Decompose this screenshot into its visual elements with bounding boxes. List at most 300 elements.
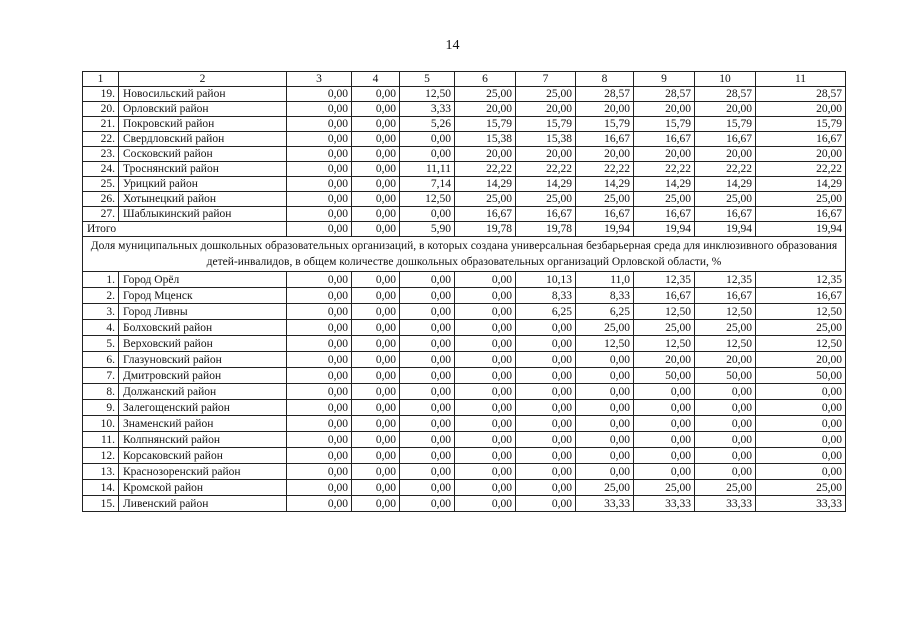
value-cell: 15,38 [455, 132, 516, 147]
value-cell: 0,00 [287, 272, 352, 288]
value-cell: 12,50 [756, 336, 846, 352]
value-cell: 0,00 [352, 192, 400, 207]
row-number: 4. [83, 320, 119, 336]
value-cell: 0,00 [576, 352, 634, 368]
value-cell: 14,29 [634, 177, 695, 192]
value-cell: 25,00 [576, 480, 634, 496]
value-cell: 33,33 [695, 496, 756, 512]
table-row [83, 480, 846, 496]
value-cell: 0,00 [352, 177, 400, 192]
header-cell: 4 [352, 72, 400, 87]
value-cell: 22,22 [634, 162, 695, 177]
value-cell: 12,35 [756, 272, 846, 288]
value-cell: 28,57 [756, 87, 846, 102]
value-cell: 5,90 [400, 222, 455, 237]
row-number: 9. [83, 400, 119, 416]
value-cell: 0,00 [352, 87, 400, 102]
value-cell: 20,00 [576, 147, 634, 162]
value-cell: 25,00 [756, 192, 846, 207]
value-cell: 0,00 [634, 448, 695, 464]
row-name: Урицкий район [119, 177, 287, 192]
value-cell: 16,67 [695, 207, 756, 222]
value-cell: 0,00 [352, 368, 400, 384]
value-cell: 19,94 [634, 222, 695, 237]
value-cell: 0,00 [352, 496, 400, 512]
value-cell: 15,79 [634, 117, 695, 132]
row-number: 11. [83, 432, 119, 448]
section-caption: Доля муниципальных дошкольных образовательных организаций, в которых создана универсальная безбарьерная среда для инклюзивного образования детей-инвалидов, в общем количестве дошкольных образовательных организаций Орловской области, % [83, 237, 846, 272]
value-cell: 15,79 [756, 117, 846, 132]
value-cell: 25,00 [634, 480, 695, 496]
value-cell: 8,33 [576, 288, 634, 304]
value-cell: 0,00 [516, 368, 576, 384]
value-cell: 0,00 [516, 400, 576, 416]
value-cell: 12,50 [695, 336, 756, 352]
value-cell: 11,11 [400, 162, 455, 177]
value-cell: 20,00 [576, 102, 634, 117]
row-number: 10. [83, 416, 119, 432]
value-cell: 0,00 [287, 288, 352, 304]
row-number: 25. [83, 177, 119, 192]
value-cell: 0,00 [400, 336, 455, 352]
value-cell: 15,79 [516, 117, 576, 132]
row-number: 7. [83, 368, 119, 384]
value-cell: 0,00 [287, 147, 352, 162]
value-cell: 0,00 [400, 320, 455, 336]
value-cell: 0,00 [400, 464, 455, 480]
value-cell: 19,94 [756, 222, 846, 237]
value-cell: 16,67 [756, 132, 846, 147]
value-cell: 0,00 [352, 320, 400, 336]
value-cell: 0,00 [352, 416, 400, 432]
value-cell: 0,00 [400, 352, 455, 368]
table-row [83, 162, 846, 177]
value-cell: 20,00 [695, 102, 756, 117]
header-cell: 8 [576, 72, 634, 87]
value-cell: 0,00 [455, 288, 516, 304]
value-cell: 0,00 [352, 464, 400, 480]
row-name: Болховский район [119, 320, 287, 336]
value-cell: 20,00 [455, 147, 516, 162]
value-cell: 0,00 [756, 416, 846, 432]
row-number: 15. [83, 496, 119, 512]
row-name: Краснозоренский район [119, 464, 287, 480]
table-row [83, 352, 846, 368]
row-number: 23. [83, 147, 119, 162]
value-cell: 20,00 [695, 352, 756, 368]
value-cell: 16,67 [695, 132, 756, 147]
value-cell: 0,00 [695, 416, 756, 432]
header-cell: 11 [756, 72, 846, 87]
value-cell: 0,00 [400, 400, 455, 416]
value-cell: 0,00 [287, 132, 352, 147]
value-cell: 20,00 [695, 147, 756, 162]
value-cell: 12,50 [695, 304, 756, 320]
row-number: 1. [83, 272, 119, 288]
row-name: Залегощенский район [119, 400, 287, 416]
row-name: Кромской район [119, 480, 287, 496]
header-cell: 7 [516, 72, 576, 87]
value-cell: 20,00 [634, 147, 695, 162]
value-cell: 0,00 [695, 432, 756, 448]
value-cell: 20,00 [516, 102, 576, 117]
value-cell: 0,00 [516, 448, 576, 464]
value-cell: 0,00 [756, 384, 846, 400]
table-row [83, 87, 846, 102]
value-cell: 0,00 [756, 432, 846, 448]
header-cell: 3 [287, 72, 352, 87]
table-row [83, 448, 846, 464]
value-cell: 0,00 [287, 384, 352, 400]
value-cell: 0,00 [576, 416, 634, 432]
table-row [83, 132, 846, 147]
value-cell: 0,00 [576, 432, 634, 448]
value-cell: 0,00 [634, 432, 695, 448]
value-cell: 22,22 [756, 162, 846, 177]
row-number: 19. [83, 87, 119, 102]
row-name: Сосковский район [119, 147, 287, 162]
value-cell: 0,00 [455, 320, 516, 336]
value-cell: 0,00 [756, 400, 846, 416]
value-cell: 0,00 [516, 336, 576, 352]
page-number: 14 [445, 38, 460, 53]
value-cell: 0,00 [287, 432, 352, 448]
value-cell: 16,67 [634, 132, 695, 147]
value-cell: 7,14 [400, 177, 455, 192]
table-row [83, 320, 846, 336]
value-cell: 5,26 [400, 117, 455, 132]
value-cell: 0,00 [287, 192, 352, 207]
value-cell: 0,00 [352, 102, 400, 117]
value-cell: 0,00 [352, 352, 400, 368]
value-cell: 16,67 [576, 207, 634, 222]
value-cell: 0,00 [516, 384, 576, 400]
value-cell: 0,00 [352, 272, 400, 288]
value-cell: 0,00 [576, 448, 634, 464]
value-cell: 0,00 [287, 162, 352, 177]
value-cell: 0,00 [400, 272, 455, 288]
value-cell: 0,00 [400, 448, 455, 464]
value-cell: 0,00 [352, 132, 400, 147]
value-cell: 0,00 [287, 416, 352, 432]
row-name: Покровский район [119, 117, 287, 132]
value-cell: 0,00 [516, 496, 576, 512]
value-cell: 25,00 [756, 320, 846, 336]
value-cell: 0,00 [400, 207, 455, 222]
value-cell: 22,22 [576, 162, 634, 177]
value-cell: 8,33 [516, 288, 576, 304]
value-cell: 12,50 [756, 304, 846, 320]
value-cell: 0,00 [352, 288, 400, 304]
value-cell: 12,50 [400, 192, 455, 207]
row-number: 27. [83, 207, 119, 222]
value-cell: 33,33 [756, 496, 846, 512]
value-cell: 14,29 [756, 177, 846, 192]
value-cell: 0,00 [455, 400, 516, 416]
value-cell: 0,00 [400, 384, 455, 400]
value-cell: 16,67 [455, 207, 516, 222]
value-cell: 25,00 [455, 87, 516, 102]
value-cell: 0,00 [400, 147, 455, 162]
value-cell: 20,00 [516, 147, 576, 162]
value-cell: 12,35 [695, 272, 756, 288]
value-cell: 0,00 [352, 400, 400, 416]
value-cell: 0,00 [576, 368, 634, 384]
value-cell: 0,00 [455, 416, 516, 432]
value-cell: 25,00 [576, 320, 634, 336]
value-cell: 0,00 [756, 464, 846, 480]
header-cell: 6 [455, 72, 516, 87]
value-cell: 6,25 [576, 304, 634, 320]
row-name: Троснянский район [119, 162, 287, 177]
value-cell: 22,22 [516, 162, 576, 177]
row-name: Верховский район [119, 336, 287, 352]
table-row [83, 192, 846, 207]
value-cell: 0,00 [400, 304, 455, 320]
value-cell: 0,00 [695, 400, 756, 416]
value-cell: 0,00 [516, 480, 576, 496]
value-cell: 16,67 [634, 207, 695, 222]
value-cell: 0,00 [455, 336, 516, 352]
value-cell: 0,00 [400, 496, 455, 512]
value-cell: 0,00 [352, 448, 400, 464]
value-cell: 0,00 [287, 368, 352, 384]
header-cell: 5 [400, 72, 455, 87]
value-cell: 25,00 [455, 192, 516, 207]
value-cell: 25,00 [516, 192, 576, 207]
value-cell: 0,00 [400, 416, 455, 432]
table-row [83, 304, 846, 320]
table-row [83, 102, 846, 117]
table-row [83, 384, 846, 400]
value-cell: 11,0 [576, 272, 634, 288]
value-cell: 25,00 [695, 320, 756, 336]
value-cell: 0,00 [455, 368, 516, 384]
value-cell: 0,00 [634, 400, 695, 416]
value-cell: 28,57 [695, 87, 756, 102]
row-name: Свердловский район [119, 132, 287, 147]
value-cell: 15,79 [576, 117, 634, 132]
value-cell: 0,00 [287, 102, 352, 117]
value-cell: 15,79 [695, 117, 756, 132]
row-name: Город Ливны [119, 304, 287, 320]
value-cell: 25,00 [695, 480, 756, 496]
table-row [83, 272, 846, 288]
value-cell: 0,00 [287, 400, 352, 416]
value-cell: 16,67 [576, 132, 634, 147]
value-cell: 19,78 [455, 222, 516, 237]
value-cell: 0,00 [455, 448, 516, 464]
value-cell: 50,00 [756, 368, 846, 384]
value-cell: 0,00 [455, 384, 516, 400]
row-name: Глазуновский район [119, 352, 287, 368]
value-cell: 50,00 [695, 368, 756, 384]
value-cell: 0,00 [695, 464, 756, 480]
value-cell: 0,00 [576, 464, 634, 480]
value-cell: 0,00 [352, 384, 400, 400]
value-cell: 0,00 [352, 480, 400, 496]
value-cell: 0,00 [287, 496, 352, 512]
value-cell: 0,00 [455, 432, 516, 448]
section-caption-row [83, 237, 846, 272]
total-label: Итого [83, 222, 287, 237]
value-cell: 14,29 [516, 177, 576, 192]
value-cell: 12,50 [634, 304, 695, 320]
value-cell: 25,00 [756, 480, 846, 496]
row-name: Хотынецкий район [119, 192, 287, 207]
header-cell: 1 [83, 72, 119, 87]
value-cell: 0,00 [352, 304, 400, 320]
data-table [82, 71, 846, 512]
value-cell: 0,00 [400, 368, 455, 384]
value-cell: 20,00 [634, 102, 695, 117]
value-cell: 0,00 [287, 480, 352, 496]
value-cell: 0,00 [287, 336, 352, 352]
table-row [83, 288, 846, 304]
row-name: Орловский район [119, 102, 287, 117]
value-cell: 20,00 [756, 147, 846, 162]
value-cell: 0,00 [287, 177, 352, 192]
value-cell: 33,33 [634, 496, 695, 512]
table-row [83, 464, 846, 480]
value-cell: 0,00 [756, 448, 846, 464]
value-cell: 0,00 [287, 87, 352, 102]
row-name: Должанский район [119, 384, 287, 400]
value-cell: 0,00 [695, 448, 756, 464]
value-cell: 0,00 [352, 207, 400, 222]
value-cell: 0,00 [352, 147, 400, 162]
value-cell: 0,00 [516, 416, 576, 432]
table-row [83, 496, 846, 512]
value-cell: 0,00 [287, 207, 352, 222]
value-cell: 0,00 [287, 464, 352, 480]
value-cell: 20,00 [455, 102, 516, 117]
value-cell: 20,00 [756, 102, 846, 117]
value-cell: 0,00 [516, 464, 576, 480]
value-cell: 14,29 [576, 177, 634, 192]
row-name: Город Орёл [119, 272, 287, 288]
value-cell: 0,00 [352, 117, 400, 132]
value-cell: 12,50 [400, 87, 455, 102]
value-cell: 19,94 [695, 222, 756, 237]
value-cell: 25,00 [576, 192, 634, 207]
row-number: 14. [83, 480, 119, 496]
value-cell: 16,67 [516, 207, 576, 222]
value-cell: 16,67 [756, 207, 846, 222]
row-number: 26. [83, 192, 119, 207]
value-cell: 0,00 [576, 384, 634, 400]
value-cell: 15,79 [455, 117, 516, 132]
row-name: Дмитровский район [119, 368, 287, 384]
value-cell: 15,38 [516, 132, 576, 147]
row-name: Знаменский район [119, 416, 287, 432]
value-cell: 0,00 [400, 132, 455, 147]
value-cell: 14,29 [695, 177, 756, 192]
value-cell: 0,00 [455, 304, 516, 320]
value-cell: 16,67 [756, 288, 846, 304]
row-number: 5. [83, 336, 119, 352]
table-row [83, 117, 846, 132]
value-cell: 12,50 [576, 336, 634, 352]
table-row [83, 147, 846, 162]
value-cell: 28,57 [634, 87, 695, 102]
value-cell: 25,00 [634, 192, 695, 207]
row-name: Город Мценск [119, 288, 287, 304]
value-cell: 6,25 [516, 304, 576, 320]
table-row [83, 432, 846, 448]
table-row [83, 416, 846, 432]
value-cell: 0,00 [352, 336, 400, 352]
value-cell: 3,33 [400, 102, 455, 117]
value-cell: 20,00 [756, 352, 846, 368]
header-cell: 9 [634, 72, 695, 87]
value-cell: 0,00 [400, 432, 455, 448]
value-cell: 0,00 [287, 320, 352, 336]
value-cell: 0,00 [634, 416, 695, 432]
row-number: 12. [83, 448, 119, 464]
row-number: 22. [83, 132, 119, 147]
row-name: Шаблыкинский район [119, 207, 287, 222]
value-cell: 14,29 [455, 177, 516, 192]
row-number: 24. [83, 162, 119, 177]
value-cell: 0,00 [287, 304, 352, 320]
value-cell: 33,33 [576, 496, 634, 512]
value-cell: 0,00 [634, 384, 695, 400]
value-cell: 0,00 [516, 320, 576, 336]
table-row [83, 400, 846, 416]
value-cell: 0,00 [352, 222, 400, 237]
value-cell: 0,00 [516, 432, 576, 448]
value-cell: 0,00 [455, 352, 516, 368]
row-number: 6. [83, 352, 119, 368]
value-cell: 25,00 [634, 320, 695, 336]
header-row [83, 72, 846, 87]
table-row [83, 207, 846, 222]
total-row [83, 222, 846, 237]
value-cell: 22,22 [455, 162, 516, 177]
value-cell: 25,00 [695, 192, 756, 207]
value-cell: 16,67 [634, 288, 695, 304]
value-cell: 12,35 [634, 272, 695, 288]
row-name: Новосильский район [119, 87, 287, 102]
table-row [83, 177, 846, 192]
value-cell: 0,00 [352, 432, 400, 448]
value-cell: 19,94 [576, 222, 634, 237]
value-cell: 0,00 [695, 384, 756, 400]
table-row [83, 336, 846, 352]
value-cell: 0,00 [455, 496, 516, 512]
row-name: Колпнянский район [119, 432, 287, 448]
value-cell: 0,00 [400, 480, 455, 496]
value-cell: 0,00 [516, 352, 576, 368]
value-cell: 19,78 [516, 222, 576, 237]
value-cell: 16,67 [695, 288, 756, 304]
value-cell: 12,50 [634, 336, 695, 352]
row-number: 3. [83, 304, 119, 320]
value-cell: 0,00 [287, 117, 352, 132]
value-cell: 0,00 [634, 464, 695, 480]
value-cell: 0,00 [455, 480, 516, 496]
row-number: 20. [83, 102, 119, 117]
value-cell: 20,00 [634, 352, 695, 368]
value-cell: 0,00 [455, 272, 516, 288]
row-name: Ливенский район [119, 496, 287, 512]
value-cell: 0,00 [400, 288, 455, 304]
value-cell: 28,57 [576, 87, 634, 102]
header-cell: 10 [695, 72, 756, 87]
value-cell: 50,00 [634, 368, 695, 384]
row-number: 21. [83, 117, 119, 132]
